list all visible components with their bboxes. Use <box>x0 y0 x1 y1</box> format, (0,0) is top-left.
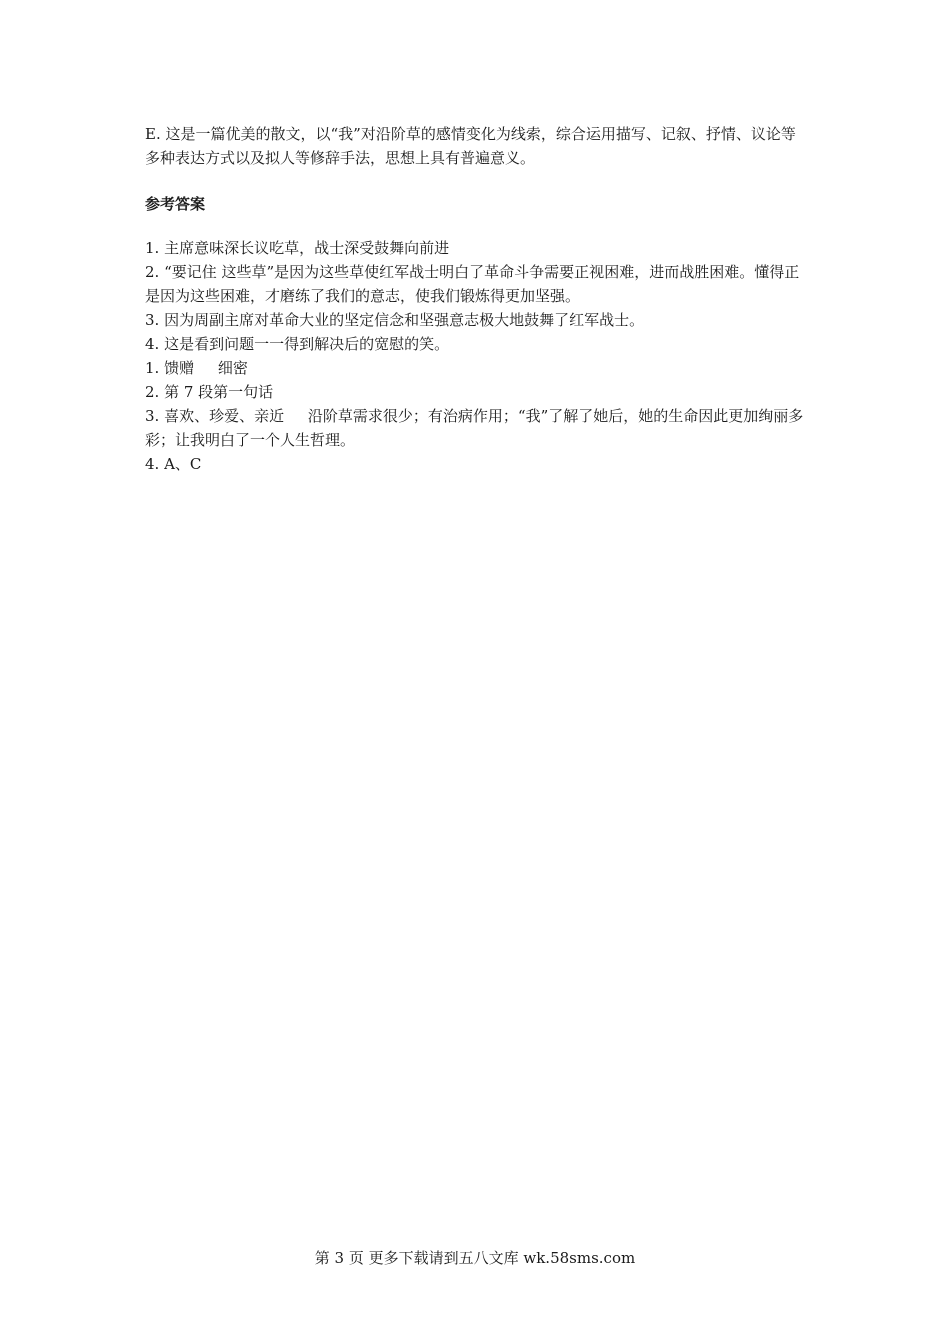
answer-item: 3. 喜欢、珍爱、亲近 沿阶草需求很少；有治病作用；“我”了解了她后，她的生命因此更加绚丽多彩；让我明白了一个人生哲理。 <box>145 407 804 449</box>
answer-section-heading: 参考答案 <box>145 195 206 213</box>
answer-item: 2. 第 7 段第一句话 <box>145 383 274 401</box>
answer-item: 1. 主席意味深长议吃草，战士深受鼓舞向前进 <box>145 239 450 257</box>
answer-item: 3. 因为周副主席对革命大业的坚定信念和坚强意志极大地鼓舞了红军战士。 <box>145 311 645 329</box>
answer-item: 2. “要记住 这些草”是因为这些草使红军战士明白了革命斗争需要正视困难，进而战胜困难。懂得正是因为这些困难，才磨练了我们的意志，使我们锻炼得更加坚强。 <box>145 263 800 305</box>
answer-item: 4. A、C <box>145 455 202 473</box>
answer-list <box>145 236 810 476</box>
intro-paragraph: E. 这是一篇优美的散文，以“我”对沿阶草的感情变化为线索，综合运用描写、记叙、抒情、议论等多种表达方式以及拟人等修辞手法，思想上具有普遍意义。 <box>145 125 796 167</box>
page-footer: 第 3 页 更多下载请到五八文库 wk.58sms.com <box>314 1249 636 1267</box>
page-content <box>145 122 810 476</box>
answer-item: 4. 这是看到问题一一得到解决后的宽慰的笑。 <box>145 335 450 353</box>
answer-item: 1. 馈赠 细密 <box>145 359 248 377</box>
